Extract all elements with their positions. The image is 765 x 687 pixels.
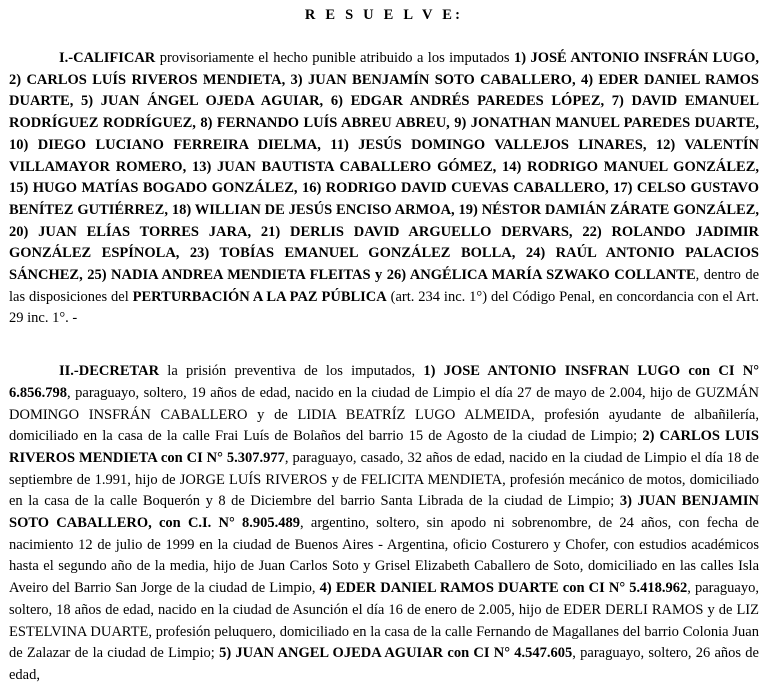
defendant-5: 5) JUAN ANGEL OJEDA AGUIAR con CI N° 4.547.605 xyxy=(219,645,573,662)
defendant-3: 3) JUAN BENJAMIN SOTO CABALLERO, con C.I. N° 8.905.489 xyxy=(9,493,759,532)
legal-reference: (art. 234 inc. 1°) del Código Penal, en concordancia con el Art. 29 inc. 1°. - xyxy=(9,288,759,327)
defendant-2-details: , paraguayo, casado, 32 años de edad, nacido en la ciudad de Limpio el día 18 de septiembre de 1.991, hijo de JORGE LUÍS RIVEROS y de FELICITA MENDIETA, profesión mecánico de motos, domiciliado en la casa de la calle Boquerón y 8 de Diciembre del barrio Santa Librada de la ciudad de Limpio; xyxy=(9,449,759,510)
defendant-4-details: , paraguayo, soltero, 18 años de edad, nacido en la ciudad de Asunción el día 16 de enero de 2.005, hijo de EDER DERLI RAMOS y de LIZ ESTELVINA DUARTE, profesión peluquero, domiciliado en la casa de la calle Fernando de Magallanes del barrio Colonia Juan de Zalazar de la ciudad de Limpio; xyxy=(9,580,759,662)
paragraph-decretar xyxy=(9,361,759,687)
calificar-text-2: , dentro de las disposiciones del xyxy=(9,267,760,305)
paragraph-calificar xyxy=(9,48,759,330)
paragraph-gap xyxy=(9,330,759,361)
defendant-1: 1) JOSE ANTONIO INSFRAN LUGO con CI N° 6.856.798 xyxy=(9,363,759,401)
decretar-text: la prisión preventiva de los imputados, xyxy=(159,363,424,380)
resolution-heading: R E S U E L V E: xyxy=(304,7,464,23)
calificar-label: I.-CALIFICAR xyxy=(59,50,156,66)
offense-name: PERTURBACIÓN A LA PAZ PÚBLICA xyxy=(132,288,387,305)
defendant-1-details: , paraguayo, soltero, 19 años de edad, nacido en la ciudad de Limpio el día 27 de mayo de 2.004, hijo de GUZMÁN DOMINGO INSFRÁN CABALLERO y de LIDIA BEATRÍZ LUGO ALMEIDA, profesión ayudante de albañilería, domiciliado en la casa de la calle Frai Luís de Bolaños del barrio 15 de Agosto de la ciudad de Limpio; xyxy=(9,384,759,445)
defendant-3-details: , argentino, soltero, sin apodo ni sobrenombre, de 24 años, con fecha de nacimiento 12 de julio de 1999 en la ciudad de Buenos Aires - Argentina, oficio Costurero y Chofer, con estudios académicos hasta el segundo año de la media, hijo de Juan Carlos Soto y Grisel Elizabeth Caballero de Soto, domiciliado en las calles Isla Aveiro del Barrio San Jorge de la ciudad de Limpio, xyxy=(9,515,759,597)
defendant-5-details: , paraguayo, soltero, 26 años de edad, xyxy=(9,645,759,683)
defendant-2: 2) CARLOS LUIS RIVEROS MENDIETA con CI N° 5.307.977 xyxy=(9,428,759,466)
calificar-text: provisoriamente el hecho punible atribuido a los imputados xyxy=(155,50,514,66)
decretar-label: II.-DECRETAR xyxy=(59,363,160,380)
defendants-list: 1) JOSÉ ANTONIO INSFRÁN LUGO, 2) CARLOS LUÍS RIVEROS MENDIETA, 3) JUAN BENJAMÍN SOTO CABALLERO, 4) EDER DANIEL RAMOS DUARTE, 5) JUAN ÁNGEL OJEDA AGUIAR, 6) EDGAR ANDRÉS PAREDES LÓPEZ, 7) DAVID EMANUEL RODRÍGUEZ RODRÍGUEZ, 8) FERNANDO LUÍS ABREU ABREU, 9) JONATHAN MANUEL PAREDES DUARTE, 10) DIEGO LUCIANO FERREIRA DIELMA, 11) JESÚS DOMINGO VALLEJOS LINARES, 12) VALENTÍN VILLAMAYOR ROMERO, 13) JUAN BAUTISTA CABALLERO GÓMEZ, 14) RODRIGO MANUEL GONZÁLEZ, 15) HUGO MATÍAS BOGADO GONZÁLEZ, 16) RODRIGO DAVID CUEVAS CABALLERO, 17) CELSO GUSTAVO BENÍTEZ GUTIÉRREZ, 18) WILLIAN DE JESÚS ENCISO ARMOA, 19) NÉSTOR DAMIÁN ZÁRATE GONZÁLEZ, 20) JUAN ELÍAS TORRES JARA, 21) DERLIS DAVID ARGUELLO DERVARS, 22) ROLANDO JADIMIR GONZÁLEZ ESPÍNOLA, 23) TOBÍAS EMANUEL GONZÁLEZ BOLLA, 24) RAÚL ANTONIO PALACIOS SÁNCHEZ, 25) NADIA ANDREA MENDIETA FLEITAS y 26) ANGÉLICA MARÍA SZWAKO COLLANTE xyxy=(9,50,759,284)
defendant-4: 4) EDER DANIEL RAMOS DUARTE con CI N° 5.418.962 xyxy=(319,580,688,597)
